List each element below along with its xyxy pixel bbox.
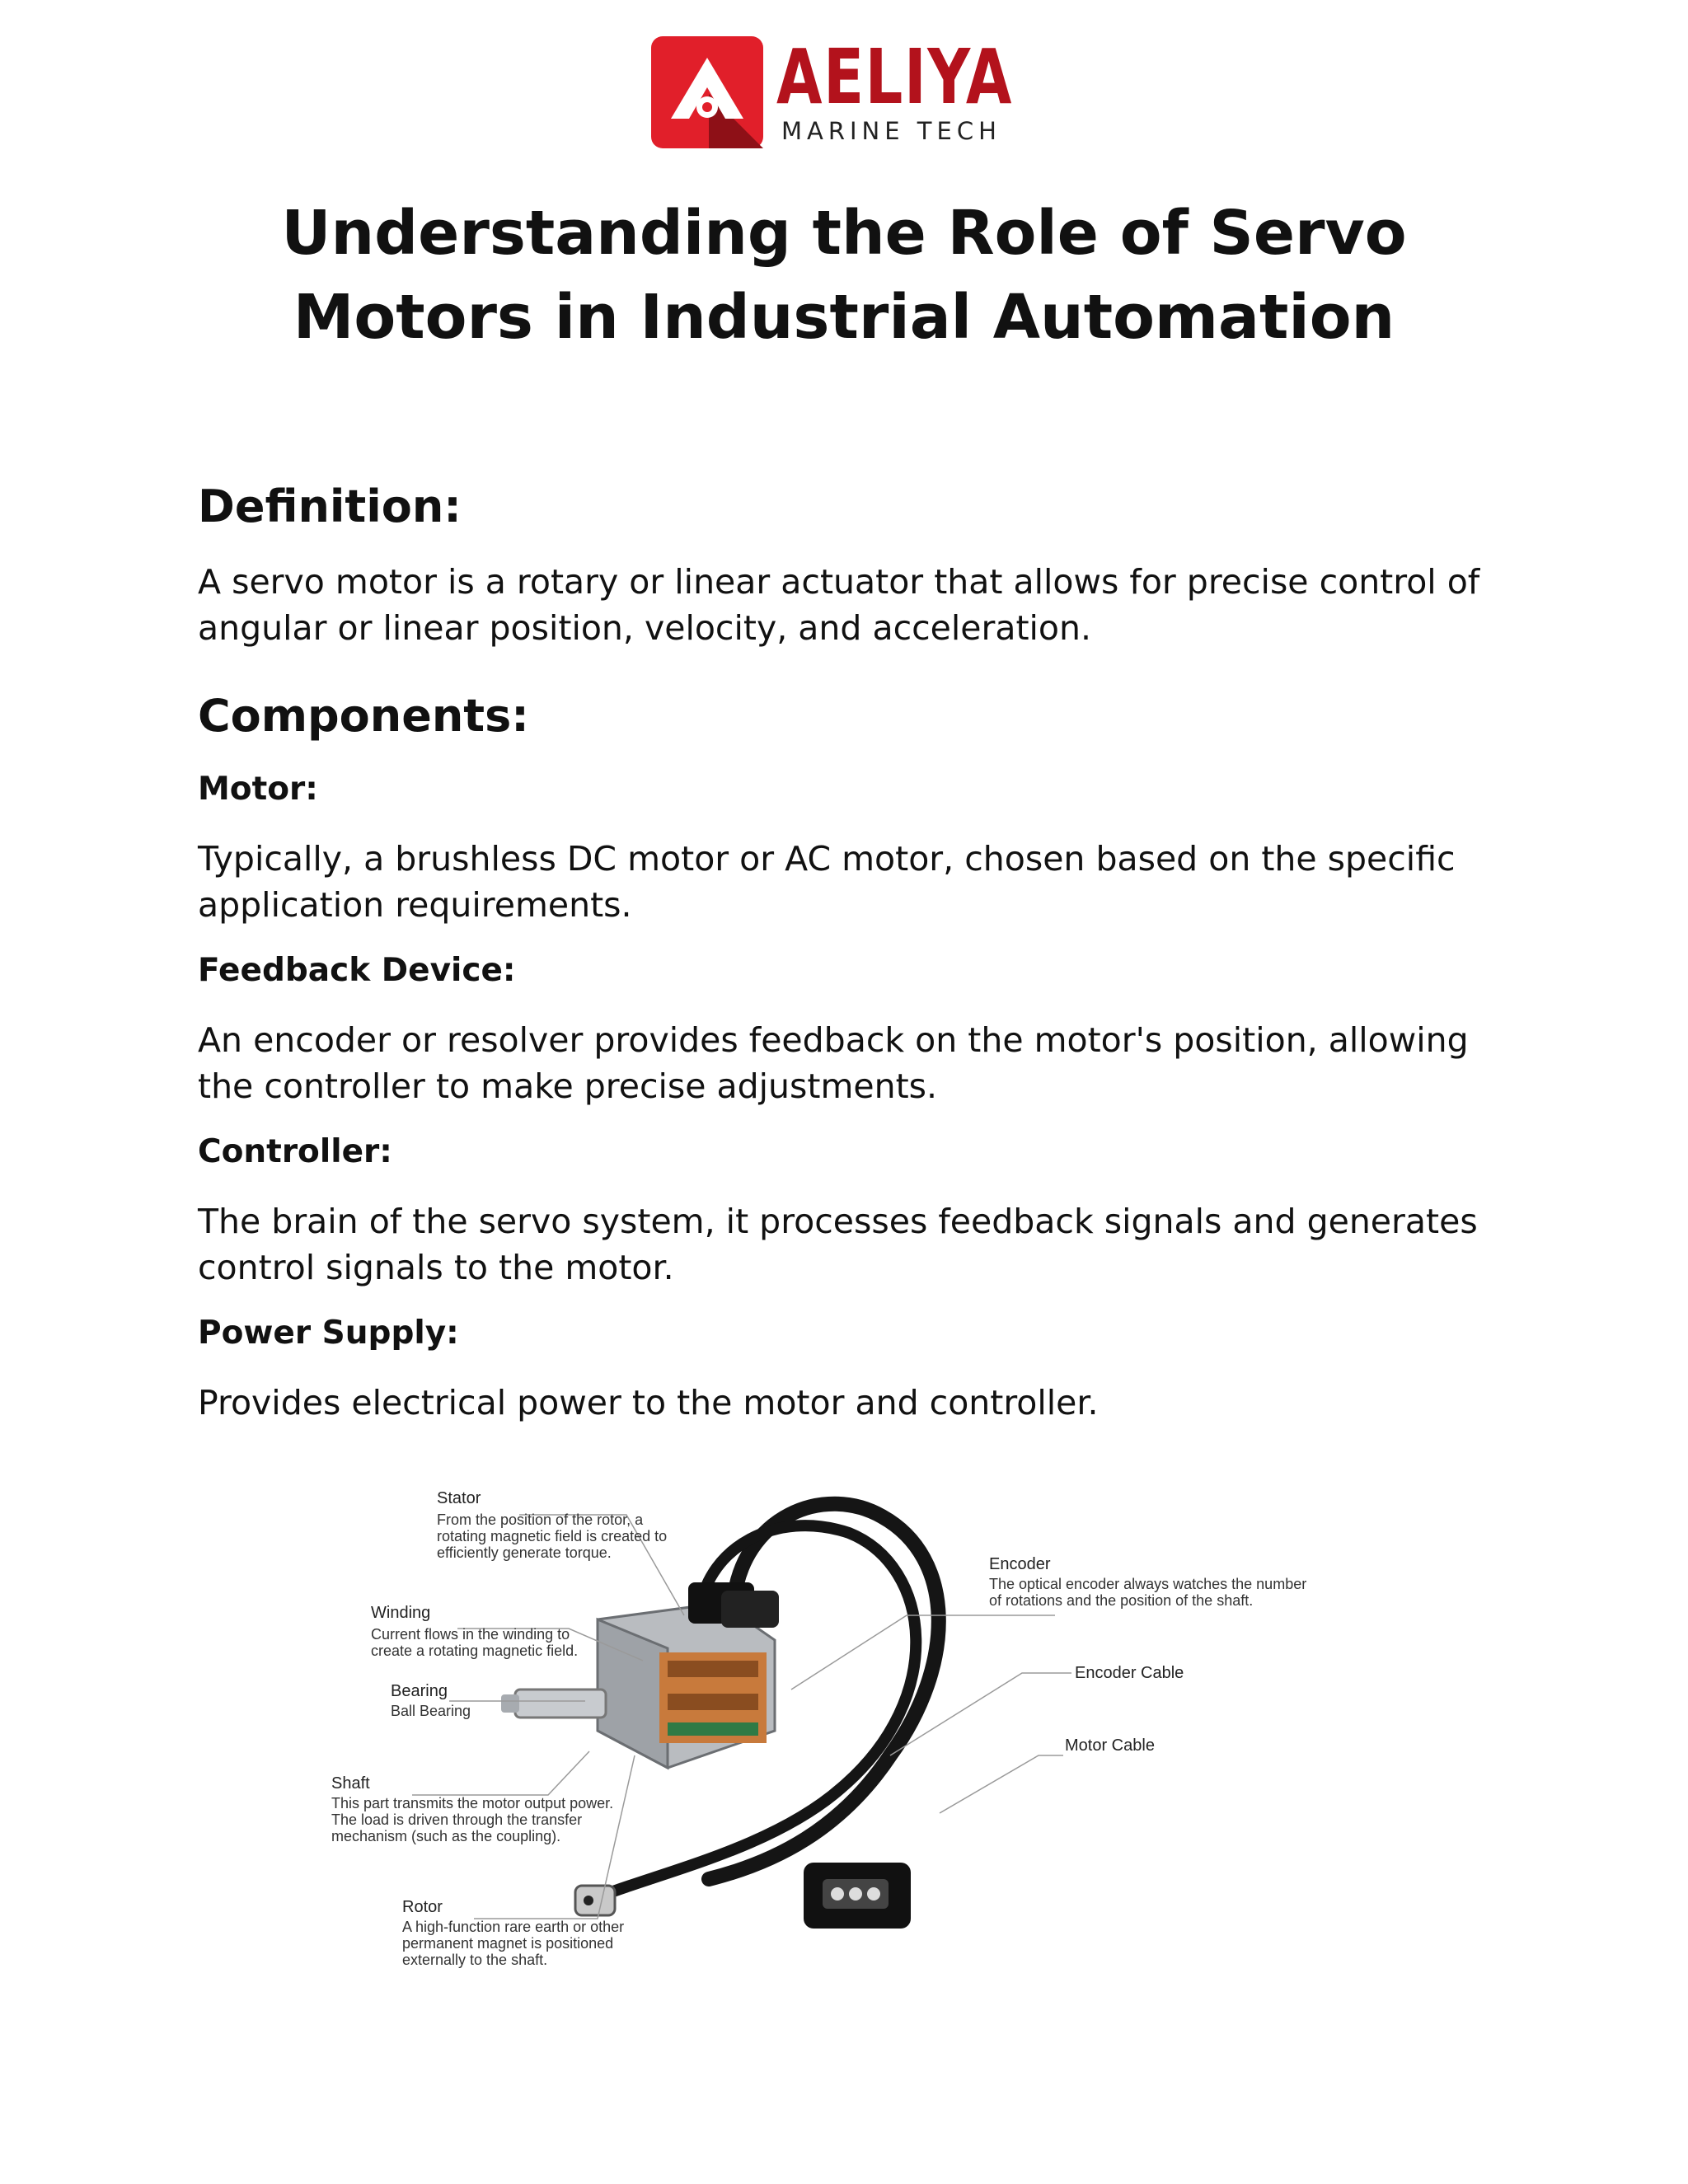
component-name-controller: Controller: bbox=[198, 1133, 392, 1170]
article-body bbox=[198, 478, 1517, 1447]
label-bearing-title: Bearing bbox=[391, 1682, 448, 1700]
components-heading: Components: bbox=[198, 690, 529, 742]
label-bearing-line-1: Ball Bearing bbox=[391, 1703, 471, 1719]
label-encoder-cable: Encoder Cable bbox=[1075, 1664, 1184, 1682]
label-stator-title: Stator bbox=[437, 1489, 481, 1507]
label-winding-line-2: create a rotating magnetic field. bbox=[371, 1643, 579, 1659]
label-winding-title: Winding bbox=[371, 1604, 431, 1622]
label-stator-line-3: efficiently generate torque. bbox=[437, 1544, 612, 1561]
label-rotor-line-1: A high-function rare earth or other bbox=[402, 1919, 625, 1935]
component-text-feedback-device: An encoder or resolver provides feedback on the motor's position, allowing the controller to make precise adjustments. bbox=[198, 1020, 1469, 1106]
definition-heading: Definition: bbox=[198, 480, 462, 532]
component-text-motor: Typically, a brushless DC motor or AC motor, chosen based on the specific application requirements. bbox=[198, 839, 1456, 925]
label-shaft-line-1: This part transmits the motor output power. bbox=[331, 1795, 614, 1811]
label-rotor-line-2: permanent magnet is positioned bbox=[402, 1935, 614, 1952]
motor-body-illustration bbox=[501, 1582, 779, 1768]
label-winding-line-1: Current flows in the winding to bbox=[371, 1626, 570, 1643]
component-name-feedback-device: Feedback Device: bbox=[198, 952, 516, 989]
label-shaft-line-2: The load is driven through the transfer bbox=[331, 1811, 583, 1828]
component-name-power-supply: Power Supply: bbox=[198, 1315, 459, 1352]
label-stator-line-2: rotating magnetic field is created to bbox=[437, 1528, 668, 1544]
logo-brand-name: AELIYA bbox=[776, 33, 1013, 121]
label-encoder-line-2: of rotations and the position of the shaft. bbox=[989, 1592, 1254, 1609]
page-title: Understanding the Role of Servo Motors in Industrial Automation bbox=[281, 198, 1407, 353]
label-motor-cable: Motor Cable bbox=[1065, 1736, 1155, 1755]
definition-text: A servo motor is a rotary or linear actuator that allows for precise control of angular or linear position, velocity, and acceleration. bbox=[198, 562, 1480, 648]
logo-tagline: MARINE TECH bbox=[781, 117, 1001, 145]
logo-mark-icon bbox=[651, 36, 763, 148]
component-name-motor: Motor: bbox=[198, 771, 318, 808]
label-encoder-line-1: The optical encoder always watches the number bbox=[989, 1576, 1307, 1592]
component-text-power-supply: Provides electrical power to the motor and controller. bbox=[198, 1383, 1099, 1422]
label-shaft-line-3: mechanism (such as the coupling). bbox=[331, 1828, 561, 1844]
label-stator-line-1: From the position of the rotor, a bbox=[437, 1511, 644, 1528]
company-logo bbox=[651, 33, 1014, 152]
label-rotor-line-3: externally to the shaft. bbox=[402, 1952, 548, 1968]
label-encoder-title: Encoder bbox=[989, 1555, 1051, 1573]
label-rotor-title: Rotor bbox=[402, 1898, 443, 1916]
servo-motor-diagram bbox=[313, 1483, 1307, 1986]
component-text-controller: The brain of the servo system, it processes feedback signals and generates control signals to the motor. bbox=[198, 1202, 1478, 1287]
label-shaft-title: Shaft bbox=[331, 1774, 370, 1793]
